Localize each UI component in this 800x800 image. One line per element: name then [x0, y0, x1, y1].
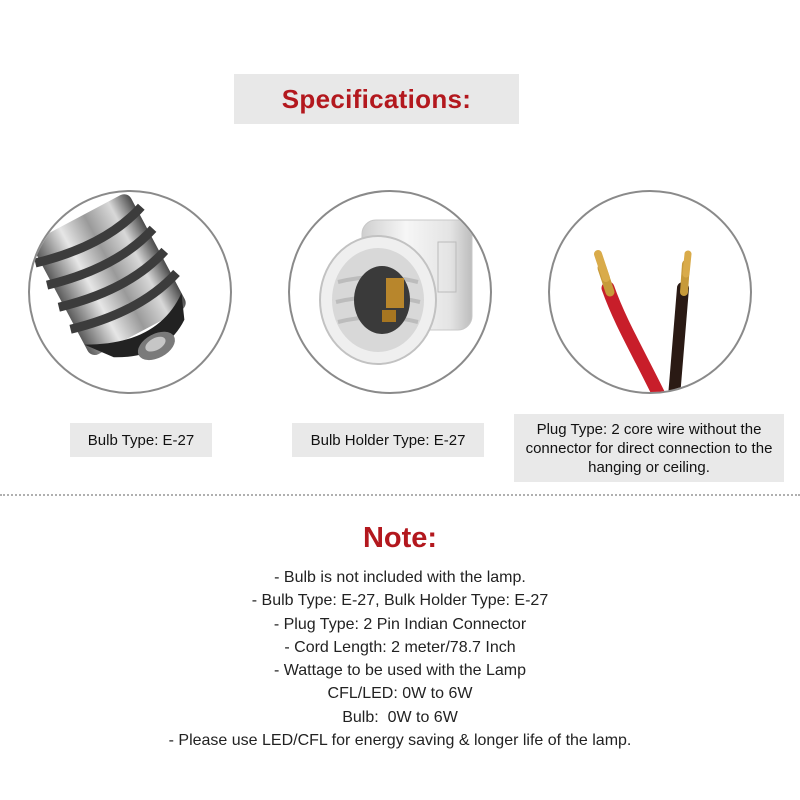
- plug-type-image: [548, 190, 752, 394]
- note-line: - Bulb Type: E-27, Bulk Holder Type: E-27: [251, 592, 549, 610]
- plug-type-label: Plug Type: 2 core wire without the connector for direct connection to the hanging or ceiling.: [514, 414, 784, 482]
- note-line: - Bulb is not included with the lamp.: [274, 569, 526, 586]
- bulb-holder-type-label: Bulb Holder Type: E-27: [292, 423, 484, 457]
- screw-base-icon: [30, 192, 230, 392]
- specifications-header: [234, 74, 519, 124]
- note-line: Bulb: 0W to 6W: [342, 708, 458, 726]
- bulb-type-label: Bulb Type: E-27: [70, 423, 212, 457]
- bulb-holder-icon: [290, 192, 490, 392]
- note-line: CFL/LED: 0W to 6W: [327, 685, 473, 703]
- note-line: - Please use LED/CFL for energy saving & longer life of the lamp.: [168, 732, 632, 750]
- note-line: - Plug Type: 2 Pin Indian Connector: [273, 615, 527, 633]
- note-title: Note:: [362, 522, 438, 554]
- note-list: [0, 566, 800, 752]
- two-core-wire-icon: [550, 192, 750, 392]
- section-divider: [0, 494, 800, 496]
- note-line: - Cord Length: 2 meter/78.7 Inch: [284, 638, 516, 656]
- specifications-title: Specifications:: [281, 83, 472, 114]
- bulb-holder-image: [288, 190, 492, 394]
- note-line: - Wattage to be used with the Lamp: [274, 662, 526, 680]
- bulb-type-image: [28, 190, 232, 394]
